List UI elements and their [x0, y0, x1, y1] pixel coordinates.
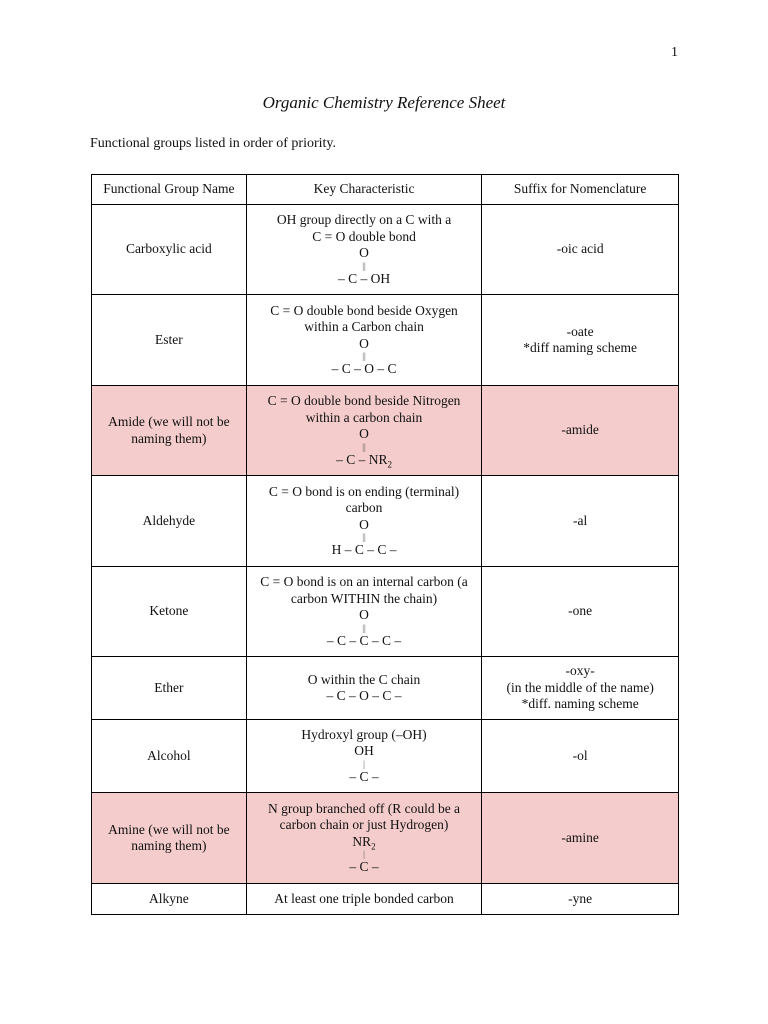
structure-top: O	[359, 245, 369, 260]
group-suffix	[482, 295, 679, 386]
structure-bottom: – C – O – C	[331, 361, 397, 376]
group-name: Ether	[92, 657, 247, 720]
structure-bottom: – C – C – C –	[326, 632, 402, 648]
structure-top: O	[359, 426, 369, 441]
suffix-line: -ol	[572, 747, 588, 763]
structure-top: O	[359, 335, 369, 351]
group-name: Alcohol	[92, 720, 247, 793]
group-suffix	[482, 567, 679, 657]
group-characteristic	[246, 295, 482, 386]
group-name: Alkyne	[92, 884, 247, 915]
table-row	[92, 295, 679, 386]
structure-top: OH	[354, 743, 374, 759]
bond-symbol: |	[363, 758, 365, 769]
characteristic-line: C = O bond is on ending (terminal)	[268, 483, 460, 499]
characteristic-line: C = O double bond beside Oxygen	[270, 302, 458, 318]
group-suffix	[482, 793, 679, 884]
group-characteristic	[246, 205, 482, 295]
characteristic-line: O within the C chain	[307, 671, 421, 687]
bond-symbol: ||	[362, 622, 366, 633]
table-row	[92, 476, 679, 567]
suffix-line: -amide	[561, 422, 599, 438]
suffix-line: -oic acid	[556, 241, 604, 257]
subscript: 2	[371, 841, 376, 852]
characteristic-line: carbon chain or just Hydrogen)	[279, 817, 449, 832]
structure-bottom	[253, 452, 476, 469]
suffix-line: -one	[568, 603, 593, 619]
group-name: Ketone	[92, 567, 247, 657]
characteristic-line: – C – O – C –	[326, 688, 402, 703]
structure-top: O	[359, 516, 369, 532]
structure-bottom: H – C – C –	[331, 542, 397, 557]
structure-bottom: – C – OH	[337, 270, 391, 286]
group-suffix	[482, 720, 679, 793]
bond-symbol: ||	[362, 441, 366, 452]
characteristic-line: OH group directly on a C with a	[276, 212, 452, 227]
group-characteristic	[246, 386, 482, 476]
group-characteristic	[246, 567, 482, 657]
characteristic-line: carbon	[345, 500, 383, 515]
group-suffix	[482, 476, 679, 567]
group-suffix	[482, 386, 679, 476]
bond-symbol: ||	[362, 532, 366, 542]
characteristic-line: C = O double bond beside Nitrogen	[267, 393, 461, 408]
suffix-line: -amine	[561, 829, 599, 845]
characteristic-line: N group branched off (R could be a	[267, 800, 461, 816]
characteristic-line: within a carbon chain	[305, 409, 423, 425]
header-functional-group-name: Functional Group Name	[92, 175, 247, 205]
group-name: Carboxylic acid	[92, 205, 247, 295]
functional-groups-table	[91, 174, 679, 915]
subscript: 2	[387, 459, 392, 470]
group-name: Amine (we will not be naming them)	[92, 793, 247, 884]
suffix-line: -al	[573, 512, 588, 528]
characteristic-line: Hydroxyl group (–OH)	[301, 726, 427, 742]
group-characteristic	[246, 476, 482, 567]
group-characteristic	[246, 884, 482, 915]
structure-bottom: – C –	[349, 768, 379, 784]
table-row	[92, 720, 679, 793]
structure-top: O	[359, 607, 369, 622]
characteristic-line: At least one triple bonded carbon	[274, 890, 454, 906]
suffix-line: -oxy-	[565, 663, 595, 679]
structure-text: – C – NR	[336, 451, 388, 467]
characteristic-line: C = O double bond	[312, 228, 416, 244]
table-row	[92, 793, 679, 884]
bond-symbol: ||	[362, 260, 366, 271]
table-row	[92, 657, 679, 720]
header-key-characteristic: Key Characteristic	[246, 175, 482, 205]
group-suffix	[482, 884, 679, 915]
suffix-line: *diff. naming scheme	[521, 696, 639, 712]
structure-top	[253, 834, 476, 851]
characteristic-line: carbon WITHIN the chain)	[290, 590, 438, 606]
bond-symbol: ||	[362, 351, 366, 361]
structure-text: NR	[352, 833, 372, 849]
group-characteristic	[246, 793, 482, 884]
page-number: 1	[671, 45, 678, 60]
document-title: Organic Chemistry Reference Sheet	[262, 93, 506, 112]
group-name: Ester	[92, 295, 247, 386]
table-row	[92, 884, 679, 915]
group-name: Amide (we will not be naming them)	[92, 386, 247, 476]
group-suffix	[482, 205, 679, 295]
table-row	[92, 386, 679, 476]
group-suffix	[482, 657, 679, 720]
characteristic-line: C = O bond is on an internal carbon (a	[260, 574, 468, 589]
suffix-line: (in the middle of the name)	[506, 679, 654, 695]
characteristic-line: within a Carbon chain	[304, 319, 424, 334]
group-name: Aldehyde	[92, 476, 247, 567]
table-row	[92, 567, 679, 657]
group-characteristic	[246, 657, 482, 720]
suffix-line: -oate	[566, 323, 594, 339]
bond-symbol: |	[363, 849, 365, 859]
suffix-line: *diff naming scheme	[523, 340, 638, 355]
table-row	[92, 205, 679, 295]
header-suffix: Suffix for Nomenclature	[482, 175, 679, 205]
structure-bottom: – C –	[349, 859, 379, 874]
group-characteristic	[246, 720, 482, 793]
table-header-row	[92, 175, 679, 205]
suffix-line: -yne	[568, 890, 593, 906]
intro-text: Functional groups listed in order of priority.	[90, 136, 336, 151]
